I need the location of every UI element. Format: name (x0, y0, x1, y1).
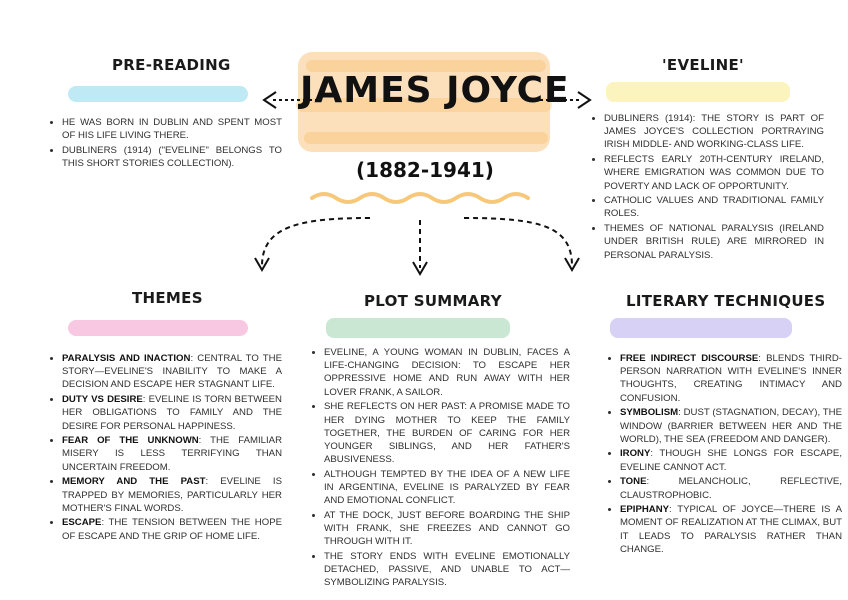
author-name: JAMES JOYCE (300, 70, 570, 111)
list-item: • FEAR OF THE UNKNOWN: THE FAMILIAR MISERY IS LESS TERRIFYING THAN UNCERTAIN FREEDOM. (62, 434, 282, 474)
list-item: • THEMES OF NATIONAL PARALYSIS (IRELAND UNDER BRITISH RULE) ARE MIRRORED IN PERSONAL PARALYSIS. (604, 222, 824, 262)
list-item: • HE WAS BORN IN DUBLIN AND SPENT MOST OF HIS LIFE LIVING THERE. (62, 116, 282, 142)
prereading-list (50, 116, 282, 172)
themes-heading: THEMES (132, 289, 203, 307)
literary-heading: LITERARY TECHNIQUES (626, 292, 826, 310)
term: TONE (620, 476, 647, 488)
term: FEAR OF THE UNKNOWN (62, 435, 199, 447)
term: FREE INDIRECT DISCOURSE (620, 353, 759, 364)
term: DUTY VS DESIRE (62, 394, 143, 406)
list-item: • SHE REFLECTS ON HER PAST: A PROMISE MADE TO HER DYING MOTHER TO KEEP THE FAMILY TOGETHER, THE BURDEN OF CARING FOR HER YOUNGER SIBLINGS, AND HER FATHER'S ABUSIVENESS. (324, 400, 570, 466)
term: ESCAPE (62, 517, 102, 529)
list-item: • TONE: MELANCHOLIC, REFLECTIVE, CLAUSTROPHOBIC. (620, 475, 842, 501)
eveline-list (592, 112, 824, 263)
literary-list (608, 352, 842, 558)
list-item: • DUTY VS DESIRE: EVELINE IS TORN BETWEEN HER OBLIGATIONS TO FAMILY AND THE DESIRE FOR PERSONAL HAPPINESS. (62, 393, 282, 433)
list-item: • REFLECTS EARLY 20TH-CENTURY IRELAND, WHERE EMIGRATION WAS COMMON DUE TO POVERTY AND LACK OF OPPORTUNITY. (604, 153, 824, 193)
list-item: • AT THE DOCK, JUST BEFORE BOARDING THE SHIP WITH FRANK, SHE FREEZES AND CANNOT GO THROUGH WITH IT. (324, 509, 570, 549)
list-item: • ALTHOUGH TEMPTED BY THE IDEA OF A NEW LIFE IN ARGENTINA, EVELINE IS PARALYZED BY FEAR AND EMOTIONAL CONFLICT. (324, 468, 570, 508)
term: IRONY (620, 448, 651, 460)
list-item: • DUBLINERS (1914) ("EVELINE" BELONGS TO THIS SHORT STORIES COLLECTION). (62, 144, 282, 170)
plot-heading: PLOT SUMMARY (364, 292, 502, 310)
eveline-heading: 'EVELINE' (662, 56, 744, 74)
list-item: • THE STORY ENDS WITH EVELINE EMOTIONALLY DETACHED, PASSIVE, AND UNABLE TO ACT—SYMBOLIZING PARALYSIS. (324, 550, 570, 590)
term: EPIPHANY (620, 504, 670, 516)
prereading-heading: PRE-READING (112, 56, 231, 74)
list-item: • CATHOLIC VALUES AND TRADITIONAL FAMILY ROLES. (604, 194, 824, 220)
author-dates: (1882-1941) (356, 158, 494, 182)
plot-list (312, 346, 570, 591)
list-item: • EVELINE, A YOUNG WOMAN IN DUBLIN, FACES A LIFE-CHANGING DECISION: TO ESCAPE HER OPPRESSIVE HOME AND RUN AWAY WITH HER LOVER FRANK, A SAILOR. (324, 346, 570, 399)
list-item: • FREE INDIRECT DISCOURSE: BLENDS THIRD-PERSON NARRATION WITH EVELINE'S INNER THOUGHTS, CREATING INTIMACY AND CONFUSION. (620, 352, 842, 405)
list-item: • PARALYSIS AND INACTION: CENTRAL TO THE STORY—EVELINE'S INABILITY TO MAKE A DECISION AND ESCAPE HER STAGNANT LIFE. (62, 352, 282, 392)
arrow-literary (464, 218, 572, 266)
list-item: • DUBLINERS (1914): THE STORY IS PART OF JAMES JOYCE'S COLLECTION PORTRAYING IRISH MIDDLE- AND WORKING-CLASS LIFE. (604, 112, 824, 152)
list-item: • EPIPHANY: TYPICAL OF JOYCE—THERE IS A MOMENT OF REALIZATION AT THE CLIMAX, BUT IT LEADS TO PARALYSIS RATHER THAN CHANGE. (620, 503, 842, 556)
term: PARALYSIS AND INACTION (62, 353, 191, 364)
squiggle-underline (312, 194, 528, 202)
arrow-right-head (578, 92, 590, 108)
term: SYMBOLISM (620, 407, 679, 419)
arrow-themes (262, 218, 370, 266)
term: MEMORY AND THE PAST (62, 476, 206, 488)
list-item: • ESCAPE: THE TENSION BETWEEN THE HOPE OF ESCAPE AND THE GRIP OF HOME LIFE. (62, 516, 282, 542)
list-item: • MEMORY AND THE PAST: EVELINE IS TRAPPED BY MEMORIES, PARTICULARLY HER MOTHER'S FINAL WORDS. (62, 475, 282, 515)
themes-list (50, 352, 282, 544)
list-item: • SYMBOLISM: DUST (STAGNATION, DECAY), THE WINDOW (BARRIER BETWEEN HER AND THE WORLD), THE SEA (FREEDOM AND DANGER). (620, 406, 842, 446)
list-item: • IRONY: THOUGH SHE LONGS FOR ESCAPE, EVELINE CANNOT ACT. (620, 447, 842, 473)
